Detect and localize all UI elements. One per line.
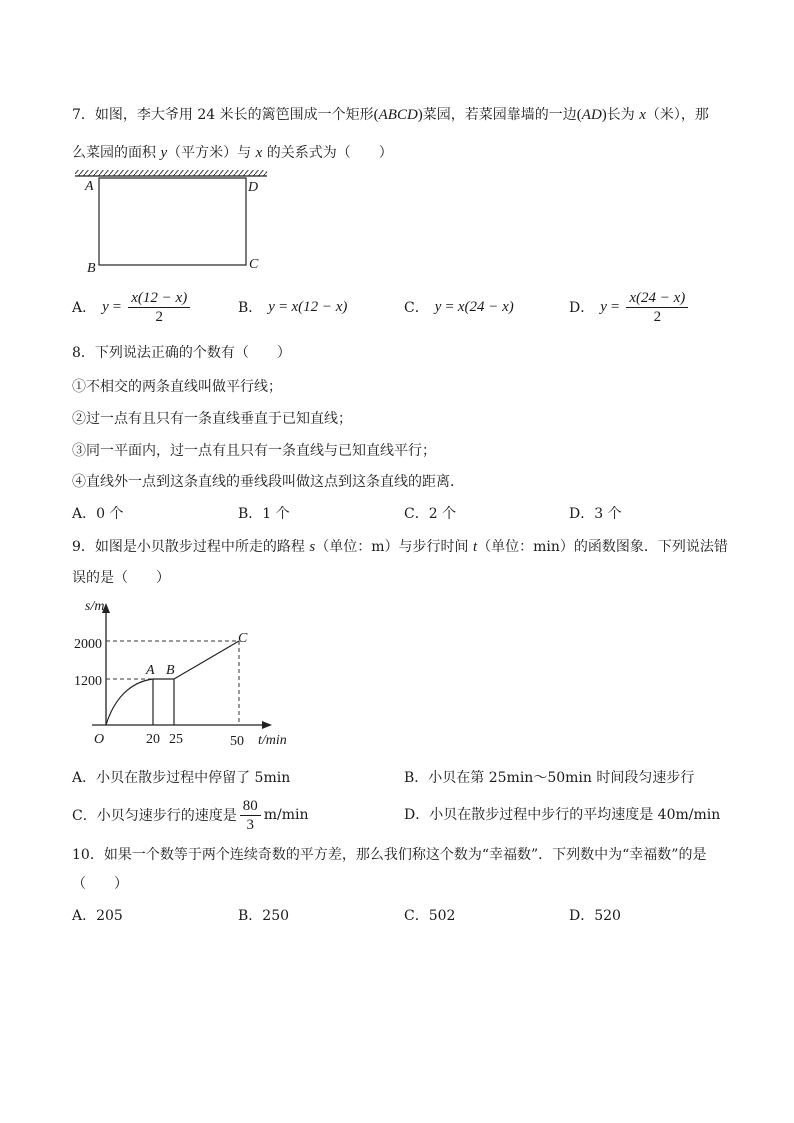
vertex-label-c: C <box>249 257 259 272</box>
option-text: D．3 个 <box>569 506 622 522</box>
question-8-statement-1 <box>72 377 282 397</box>
paren-close: ) <box>601 107 607 123</box>
y-tick-1200: 1200 <box>74 674 102 689</box>
y-tick-2000: 2000 <box>74 637 102 652</box>
fraction-numerator: 80 <box>240 797 261 816</box>
stem-text: 10．如果一个数等于两个连续奇数的平方差，那么我们称这个数为“幸福数”．下列数中为“幸福数”的是 <box>72 847 707 863</box>
stem-text: 菜园，若菜园靠墙的一边 <box>422 107 577 123</box>
distance-time-graph <box>70 595 300 755</box>
question-8-stem <box>72 343 291 363</box>
option-label: C． <box>404 300 429 316</box>
question-10-stem-line-1 <box>72 845 706 865</box>
stem-text: 长为 <box>606 107 640 123</box>
point-label-c: C <box>238 631 248 646</box>
statement-text: ③同一平面内，过一点有且只有一条直线与已知直线平行； <box>72 443 436 459</box>
fraction <box>626 289 688 326</box>
stem-text: （平方米）与 <box>167 145 256 161</box>
question-7-option-d <box>569 287 691 327</box>
fraction-denominator: 2 <box>653 308 662 325</box>
fraction-denominator: 2 <box>155 308 163 325</box>
question-8-statement-2 <box>72 409 352 429</box>
question-9-option-a <box>72 768 290 788</box>
wall-hatching <box>75 170 267 176</box>
math-x: x <box>639 107 646 123</box>
math-y: y <box>434 298 442 315</box>
equals-sign: = <box>278 298 288 315</box>
question-10-option-c <box>404 906 455 926</box>
stem-text: 的关系式为（ ） <box>262 145 393 161</box>
option-text: A．小贝在散步过程中停留了 5min <box>72 770 291 786</box>
x-tick-20: 20 <box>146 732 160 747</box>
stem-text: （单位：min）的函数图象．下列说法错 <box>477 539 728 555</box>
question-7-option-a <box>72 287 193 327</box>
vertex-label-d: D <box>248 180 259 195</box>
question-10-stem-line-2 <box>72 874 128 894</box>
option-text: A．0 个 <box>72 506 124 522</box>
origin-label: O <box>94 732 105 747</box>
statement-text: ④直线外一点到这条直线的垂线段叫做这点到这条直线的距离． <box>72 474 464 490</box>
stem-text: 8．下列说法正确的个数有（ ） <box>72 345 291 361</box>
option-text: B．小贝在第 25min～50min 时间段匀速步行 <box>404 770 695 786</box>
question-10-option-b <box>238 906 289 926</box>
segment-b-to-c <box>174 641 239 679</box>
expression: x(24 − x) <box>457 298 514 315</box>
question-8-option-c <box>404 504 456 524</box>
stem-text: 7．如图，李大爷用 24 米长的篱笆围成一个矩形 <box>72 107 374 123</box>
statement-text: ②过一点有且只有一条直线垂直于已知直线； <box>72 411 352 427</box>
point-label-b: B <box>166 663 175 678</box>
option-label: B． <box>238 300 263 316</box>
equals-sign: = <box>445 298 454 315</box>
option-text: C．小贝匀速步行的速度是 <box>72 808 237 824</box>
question-10-option-d <box>569 906 621 926</box>
stem-text: （单位：m）与步行时间 <box>315 539 473 555</box>
option-text: D．小贝在散步过程中步行的平均速度是 40m/min <box>404 807 721 823</box>
math-ad: AD <box>581 107 602 123</box>
option-text: C．2 个 <box>404 506 457 522</box>
question-7-stem-line-1 <box>72 105 709 125</box>
option-text: A．205 <box>72 908 123 924</box>
vertex-label-a: A <box>85 179 94 194</box>
equals-sign: = <box>610 298 620 315</box>
equals-sign: = <box>112 298 122 315</box>
question-8-option-b <box>238 504 290 524</box>
x-axis-arrow <box>262 721 272 729</box>
option-text: B．1 个 <box>238 506 290 522</box>
option-text: D．520 <box>569 908 621 924</box>
question-10-option-a <box>72 906 123 926</box>
question-9-option-b <box>404 768 694 788</box>
option-label: A． <box>72 300 97 316</box>
stem-text: 9．如图是小贝散步过程中所走的路程 <box>72 539 310 555</box>
question-7-stem-line-2 <box>72 143 393 163</box>
math-y: y <box>268 298 275 315</box>
statement-text: ①不相交的两条直线叫做平行线； <box>72 379 282 395</box>
option-text: B．250 <box>238 908 290 924</box>
curve-o-to-a <box>106 679 153 725</box>
stem-text: 误的是（ ） <box>72 570 170 586</box>
stem-text: （米），那 <box>645 107 709 123</box>
question-8-statement-3 <box>72 441 436 461</box>
y-axis-label: s/m <box>85 599 105 614</box>
math-s: s <box>309 539 316 555</box>
question-9-option-c <box>72 795 308 835</box>
fraction-numerator: x(24 − x) <box>626 289 688 308</box>
fraction-denominator: 3 <box>246 816 254 833</box>
vertex-label-b: B <box>87 261 96 276</box>
option-label: D． <box>569 300 595 316</box>
fraction <box>240 797 261 834</box>
option-text: C．502 <box>404 908 456 924</box>
math-y: y <box>160 145 168 161</box>
fraction-numerator: x(12 − x) <box>128 289 190 308</box>
paren-open: ( <box>373 107 379 123</box>
x-axis-label: t/min <box>258 733 287 748</box>
x-tick-25: 25 <box>169 732 183 747</box>
x-tick-50: 50 <box>230 734 244 749</box>
garden-figure <box>70 168 270 278</box>
math-y: y <box>102 298 109 315</box>
math-x: x <box>255 145 263 161</box>
question-8-statement-4 <box>72 472 464 492</box>
question-9-stem-line-1 <box>72 537 728 557</box>
expression: x(12 − x) <box>291 298 348 315</box>
unit-text: m/min <box>263 807 309 823</box>
question-7-option-b <box>238 287 347 327</box>
math-y: y <box>600 298 607 315</box>
stem-text: （ ） <box>72 876 128 892</box>
math-abcd: ABCD <box>378 107 418 123</box>
math-t: t <box>472 539 478 555</box>
point-label-a: A <box>146 663 155 678</box>
paren-open: ( <box>576 107 582 123</box>
garden-rectangle <box>99 178 246 265</box>
fraction <box>128 289 190 326</box>
question-9-option-d <box>404 805 720 825</box>
question-7-option-c <box>404 287 514 327</box>
paren-close: ) <box>417 107 423 123</box>
stem-text: 么菜园的面积 <box>72 145 161 161</box>
question-8-option-a <box>72 504 123 524</box>
question-9-stem-line-2 <box>72 568 170 588</box>
question-8-option-d <box>569 504 622 524</box>
